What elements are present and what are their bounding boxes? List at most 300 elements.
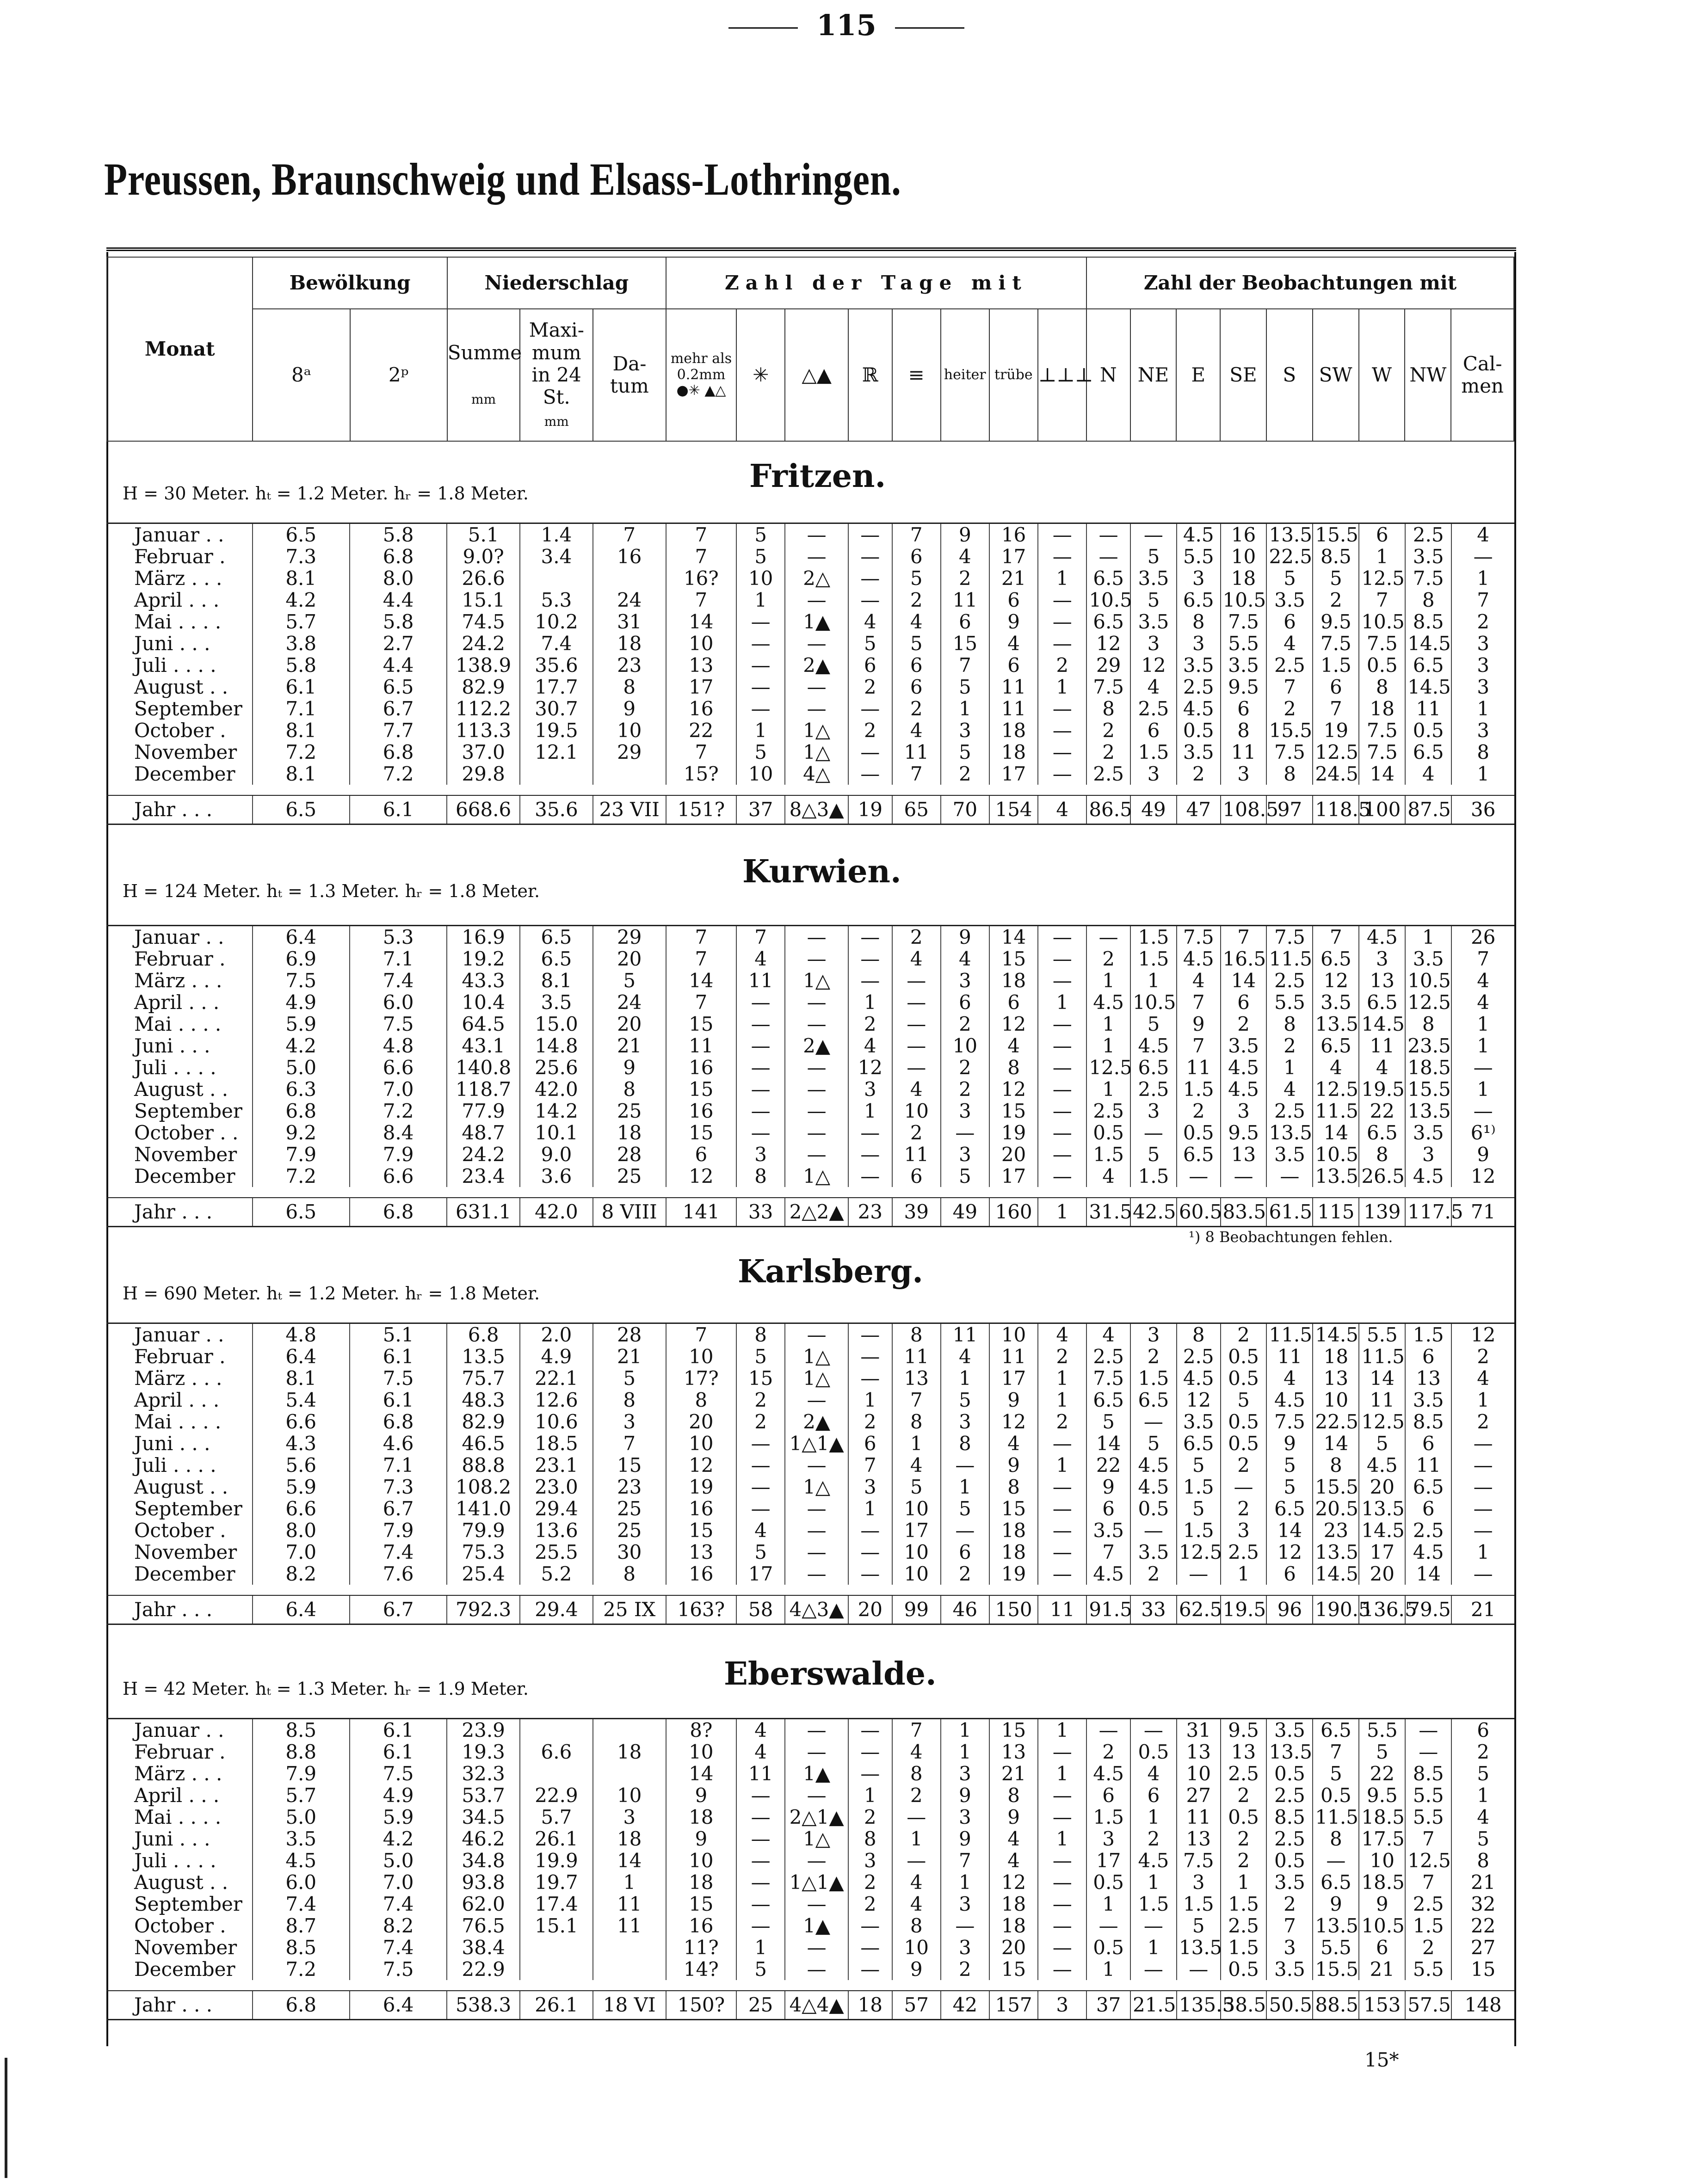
value-cell: 1.5: [1086, 1144, 1130, 1165]
value-cell: 8: [1359, 676, 1405, 698]
value-cell: 16.5: [1221, 948, 1267, 970]
year-value: 86.5: [1086, 795, 1130, 824]
value-cell: 5.5: [1405, 1958, 1451, 1980]
table-row: [106, 676, 1514, 698]
value-cell: 7: [1177, 991, 1221, 1013]
value-cell: 13.5: [1359, 1498, 1405, 1520]
value-cell: —: [1038, 611, 1086, 633]
value-cell: 5.0: [350, 1850, 447, 1871]
value-cell: 10.4: [447, 991, 520, 1013]
value-cell: 2: [1038, 654, 1086, 676]
page-title: Preussen, Braunschweig und Elsass-Lothringen.: [104, 154, 901, 205]
value-cell: 11: [1359, 1035, 1405, 1057]
value-cell: 22.9: [520, 1784, 593, 1806]
value-cell: 4: [1313, 1057, 1359, 1078]
value-cell: 3.5: [1266, 1871, 1313, 1893]
value-cell: 22.5: [1266, 546, 1313, 567]
value-cell: 43.1: [447, 1035, 520, 1057]
header-niederschlag: Niederschlag: [447, 257, 666, 309]
value-cell: 13: [1177, 1741, 1221, 1763]
value-cell: 42.0: [520, 1078, 593, 1100]
value-cell: 7.0: [350, 1871, 447, 1893]
station-table: [106, 1323, 1514, 1625]
month-cell: December: [134, 1563, 235, 1585]
value-cell: 6.3: [253, 1078, 350, 1100]
value-cell: 7.4: [253, 1893, 350, 1915]
value-cell: 8.5: [1266, 1806, 1313, 1828]
value-cell: 28: [593, 1144, 666, 1165]
value-cell: 15.0: [520, 1013, 593, 1035]
value-cell: 7: [666, 523, 737, 546]
value-cell: 1: [941, 1367, 989, 1389]
value-cell: 13: [666, 654, 737, 676]
value-cell: 4: [1266, 633, 1313, 654]
value-cell: —: [848, 698, 892, 720]
year-value: 79.5: [1405, 1595, 1451, 1624]
value-cell: 7.5: [1266, 1411, 1313, 1433]
year-value: 136.5: [1359, 1595, 1405, 1624]
table-row: [106, 611, 1514, 633]
value-cell: 3: [1451, 720, 1514, 741]
value-cell: 4: [989, 633, 1038, 654]
value-cell: 20: [989, 1144, 1038, 1165]
value-cell: 6¹⁾: [1451, 1122, 1514, 1144]
value-cell: 4.4: [350, 654, 447, 676]
value-cell: 5: [1130, 546, 1177, 567]
value-cell: 4.5: [1359, 1454, 1405, 1476]
header-heiter: heiter: [941, 309, 989, 441]
year-value: 61.5: [1266, 1198, 1313, 1227]
value-cell: 11: [1266, 1346, 1313, 1367]
value-cell: 2.5: [1177, 1346, 1221, 1367]
value-cell: 6.5: [1405, 654, 1451, 676]
value-cell: 3: [848, 1078, 892, 1100]
value-cell: 5.3: [520, 589, 593, 611]
value-cell: —: [736, 1893, 785, 1915]
value-cell: 1: [848, 991, 892, 1013]
table-row: [106, 589, 1514, 611]
value-cell: 22.1: [520, 1367, 593, 1389]
value-cell: 2: [941, 1563, 989, 1585]
year-value: 154: [989, 795, 1038, 824]
year-total-row: [106, 795, 1514, 824]
table-row: [106, 763, 1514, 785]
value-cell: 1: [1451, 1078, 1514, 1100]
value-cell: 15.5: [1266, 720, 1313, 741]
value-cell: 3: [941, 1411, 989, 1433]
month-cell: August . .: [134, 676, 228, 698]
header-zahl-beob: Zahl der Beobachtungen mit: [1086, 257, 1514, 309]
value-cell: 8.7: [253, 1915, 350, 1937]
value-cell: 141.0: [447, 1498, 520, 1520]
value-cell: 9: [1359, 1893, 1405, 1915]
value-cell: 8.2: [350, 1915, 447, 1937]
value-cell: 22: [666, 720, 737, 741]
value-cell: 20: [593, 948, 666, 970]
year-value: 37: [736, 795, 785, 824]
value-cell: —: [1038, 698, 1086, 720]
header-dir-se: SE: [1220, 309, 1266, 441]
value-cell: 17.7: [520, 676, 593, 698]
value-cell: 6: [1086, 1784, 1130, 1806]
value-cell: —: [1130, 1958, 1177, 1980]
value-cell: 2.5: [1266, 1100, 1313, 1122]
value-cell: 1: [1451, 567, 1514, 589]
value-cell: 2: [1038, 1346, 1086, 1367]
value-cell: 2: [848, 1411, 892, 1433]
value-cell: 6: [892, 654, 941, 676]
value-cell: 4.3: [253, 1433, 350, 1454]
value-cell: —: [785, 926, 848, 948]
value-cell: 8: [1266, 1013, 1313, 1035]
value-cell: 8: [1177, 1323, 1221, 1346]
value-cell: 11: [989, 676, 1038, 698]
value-cell: 82.9: [447, 676, 520, 698]
value-cell: [593, 1763, 666, 1784]
value-cell: 32: [1451, 1893, 1514, 1915]
value-cell: —: [1130, 1122, 1177, 1144]
value-cell: —: [785, 1454, 848, 1476]
value-cell: 2: [941, 1013, 989, 1035]
value-cell: 24.5: [1313, 763, 1359, 785]
table-row: [106, 1454, 1514, 1476]
value-cell: 2: [1221, 1850, 1267, 1871]
table-top-rule: [106, 247, 1516, 251]
value-cell: 3.5: [1266, 1958, 1313, 1980]
value-cell: 17?: [666, 1367, 737, 1389]
value-cell: 15.5: [1405, 1078, 1451, 1100]
station-name: Fritzen.: [749, 458, 886, 495]
value-cell: 15.5: [1313, 1958, 1359, 1980]
value-cell: 5.8: [350, 611, 447, 633]
value-cell: 6: [1359, 523, 1405, 546]
value-cell: 5: [1130, 1433, 1177, 1454]
value-cell: 26: [1451, 926, 1514, 948]
value-cell: 8: [1451, 1850, 1514, 1871]
value-cell: 10.5: [1359, 611, 1405, 633]
month-cell: Mai . . . .: [134, 1013, 222, 1035]
value-cell: 8.1: [253, 720, 350, 741]
value-cell: 16: [666, 1100, 737, 1122]
value-cell: 18: [593, 1828, 666, 1850]
value-cell: —: [1405, 1741, 1451, 1763]
year-value: 1: [1038, 1198, 1086, 1227]
value-cell: 74.5: [447, 611, 520, 633]
month-cell: Mai . . . .: [134, 610, 222, 633]
value-cell: 12: [989, 1013, 1038, 1035]
value-cell: 8: [1221, 720, 1267, 741]
value-cell: —: [736, 654, 785, 676]
value-cell: 5: [1313, 567, 1359, 589]
value-cell: 8.1: [253, 763, 350, 785]
value-cell: 8.5: [1313, 546, 1359, 567]
value-cell: 7.5: [1266, 741, 1313, 763]
value-cell: 5.1: [350, 1323, 447, 1346]
value-cell: 16: [1221, 523, 1267, 546]
value-cell: 1.5: [1130, 1165, 1177, 1187]
value-cell: 6.5: [520, 948, 593, 970]
value-cell: 1: [941, 1741, 989, 1763]
table-row: [106, 1476, 1514, 1498]
value-cell: —: [848, 1165, 892, 1187]
value-cell: 3: [1130, 763, 1177, 785]
value-cell: 6.5: [1313, 1871, 1359, 1893]
value-cell: 13.6: [520, 1520, 593, 1541]
value-cell: 6.5: [1313, 1035, 1359, 1057]
value-cell: 1: [848, 1100, 892, 1122]
table-row: [106, 654, 1514, 676]
station-meta: H = 30 Meter. hₜ = 1.2 Meter. hᵣ = 1.8 Meter.: [123, 483, 529, 504]
value-cell: 75.3: [447, 1541, 520, 1563]
value-cell: 2: [1221, 1454, 1267, 1476]
value-cell: —: [736, 1498, 785, 1520]
table-row: [106, 1784, 1514, 1806]
value-cell: 8.1: [253, 567, 350, 589]
header-dir-sw: SW: [1313, 309, 1359, 441]
value-cell: 4.5: [253, 1850, 350, 1871]
value-cell: 113.3: [447, 720, 520, 741]
value-cell: 15.1: [447, 589, 520, 611]
value-cell: 0.5: [1086, 1937, 1130, 1958]
value-cell: 2.5: [1221, 1915, 1267, 1937]
value-cell: 12.5: [1177, 1541, 1221, 1563]
value-cell: 3: [941, 970, 989, 991]
value-cell: 25.5: [520, 1541, 593, 1563]
value-cell: 2: [1086, 1741, 1130, 1763]
value-cell: 2: [736, 1389, 785, 1411]
value-cell: 1: [848, 1498, 892, 1520]
value-cell: —: [1313, 1850, 1359, 1871]
value-cell: 4: [736, 948, 785, 970]
month-cell: April . . .: [134, 1784, 220, 1807]
value-cell: 4: [941, 546, 989, 567]
value-cell: 7.2: [253, 741, 350, 763]
footnote: ¹) 8 Beobachtungen fehlen.: [1189, 1228, 1393, 1246]
value-cell: 7: [941, 654, 989, 676]
fog-icon: ≡: [892, 309, 941, 441]
value-cell: —: [1038, 1541, 1086, 1563]
value-cell: —: [848, 970, 892, 991]
value-cell: 18: [593, 1122, 666, 1144]
value-cell: 11: [1221, 741, 1267, 763]
value-cell: 4.5: [1177, 523, 1221, 546]
value-cell: 8.1: [520, 970, 593, 991]
printer-signature: 15*: [1364, 2049, 1399, 2071]
header-zahl-tage: Zahl der Tage mit: [666, 257, 1086, 309]
value-cell: 15.5: [1313, 523, 1359, 546]
value-cell: 5.5: [1405, 1784, 1451, 1806]
year-value: 6.8: [253, 1991, 350, 2020]
value-cell: —: [1086, 1719, 1130, 1741]
value-cell: 6: [1405, 1346, 1451, 1367]
value-cell: 3: [593, 1806, 666, 1828]
value-cell: 6: [1086, 1498, 1130, 1520]
value-cell: 7.0: [253, 1541, 350, 1563]
value-cell: 1: [1130, 1806, 1177, 1828]
value-cell: 1: [1086, 970, 1130, 991]
value-cell: 4.2: [253, 589, 350, 611]
month-cell: October .: [134, 1914, 226, 1937]
value-cell: 25: [593, 1165, 666, 1187]
value-cell: 5.7: [253, 1784, 350, 1806]
value-cell: 7: [941, 1850, 989, 1871]
value-cell: 6: [848, 654, 892, 676]
value-cell: 15: [989, 1100, 1038, 1122]
value-cell: 7.5: [1177, 1850, 1221, 1871]
value-cell: 6: [989, 991, 1038, 1013]
value-cell: 15: [666, 1520, 737, 1541]
value-cell: 22.9: [447, 1958, 520, 1980]
header-bewoelkung: Bewölkung: [253, 257, 447, 309]
value-cell: 5: [941, 676, 989, 698]
value-cell: —: [736, 1057, 785, 1078]
header-truebe: trübe: [989, 309, 1038, 441]
value-cell: 5: [941, 741, 989, 763]
row-spacer: [106, 1187, 1514, 1198]
value-cell: 23.5: [1405, 1035, 1451, 1057]
table-row: [106, 926, 1514, 948]
value-cell: 1△: [785, 1367, 848, 1389]
value-cell: —: [892, 1035, 941, 1057]
value-cell: 19: [666, 1476, 737, 1498]
value-cell: 79.9: [447, 1520, 520, 1541]
value-cell: —: [736, 991, 785, 1013]
value-cell: 19.5: [1359, 1078, 1405, 1100]
value-cell: 4.5: [1130, 1476, 1177, 1498]
year-value: 60.5: [1177, 1198, 1221, 1227]
hail-icon: △▲: [785, 309, 848, 441]
value-cell: 5.5: [1359, 1719, 1405, 1741]
value-cell: 4: [989, 1828, 1038, 1850]
value-cell: —: [736, 1850, 785, 1871]
value-cell: 5: [736, 1541, 785, 1563]
value-cell: 5: [1266, 1454, 1313, 1476]
value-cell: 21: [989, 567, 1038, 589]
value-cell: 29: [593, 926, 666, 948]
year-value: 4△3▲: [785, 1595, 848, 1624]
value-cell: —: [1266, 1165, 1313, 1187]
value-cell: 16: [593, 546, 666, 567]
value-cell: 8.0: [350, 567, 447, 589]
value-cell: 62.0: [447, 1893, 520, 1915]
value-cell: 13.5: [1405, 1100, 1451, 1122]
value-cell: —: [1451, 1498, 1514, 1520]
value-cell: 1.5: [1177, 1893, 1221, 1915]
year-value: 631.1: [447, 1198, 520, 1227]
value-cell: 6.8: [253, 1100, 350, 1122]
snowflake-icon: ✳: [736, 309, 785, 441]
year-value: 3: [1038, 1991, 1086, 2020]
value-cell: —: [1451, 1520, 1514, 1541]
value-cell: 6.6: [253, 1411, 350, 1433]
value-cell: 3.5: [1266, 1144, 1313, 1165]
value-cell: 11: [666, 1035, 737, 1057]
value-cell: 6: [1266, 1563, 1313, 1585]
value-cell: 0.5: [1405, 720, 1451, 741]
year-value: 135.5: [1177, 1991, 1221, 2020]
value-cell: [520, 1763, 593, 1784]
value-cell: 9: [666, 1828, 737, 1850]
value-cell: 3.5: [1405, 1122, 1451, 1144]
value-cell: 7.5: [1405, 567, 1451, 589]
month-cell: November: [134, 1936, 237, 1959]
value-cell: 12: [1130, 654, 1177, 676]
value-cell: [593, 763, 666, 785]
value-cell: 6: [989, 654, 1038, 676]
table-row: [106, 1346, 1514, 1367]
value-cell: 7: [1451, 589, 1514, 611]
value-cell: 8: [666, 1389, 737, 1411]
value-cell: [520, 1958, 593, 1980]
value-cell: 7.2: [253, 1958, 350, 1980]
header-b2: 2ᵖ: [350, 309, 447, 441]
value-cell: 7.2: [350, 1100, 447, 1122]
value-cell: 4.5: [1221, 1078, 1267, 1100]
station-name: Kurwien.: [742, 853, 901, 890]
value-cell: —: [785, 948, 848, 970]
value-cell: 9: [941, 1828, 989, 1850]
value-cell: 12.5: [1405, 991, 1451, 1013]
value-cell: 5: [1313, 1763, 1359, 1784]
value-cell: 3: [941, 1937, 989, 1958]
month-cell: Januar . .: [106, 1719, 253, 1741]
value-cell: 3: [1405, 1144, 1451, 1165]
table-row: [106, 720, 1514, 741]
header-maximum: Maxi-mum in 24 St. mm: [520, 309, 593, 441]
value-cell: —: [736, 1078, 785, 1100]
table-row: [106, 948, 1514, 970]
value-cell: 14.5: [1313, 1323, 1359, 1346]
value-cell: 10: [892, 1563, 941, 1585]
value-cell: 4: [892, 1078, 941, 1100]
table-row: [106, 1850, 1514, 1871]
value-cell: 17: [1086, 1850, 1130, 1871]
value-cell: 21: [1359, 1958, 1405, 1980]
value-cell: 1▲: [785, 611, 848, 633]
value-cell: 13: [1221, 1144, 1267, 1165]
value-cell: —: [785, 1850, 848, 1871]
value-cell: 2: [1221, 1784, 1267, 1806]
value-cell: —: [785, 1719, 848, 1741]
year-value: 42: [941, 1991, 989, 2020]
year-value: 70: [941, 795, 989, 824]
table-row: [106, 1520, 1514, 1541]
value-cell: 15: [593, 1454, 666, 1476]
value-cell: 3.5: [1405, 546, 1451, 567]
value-cell: 2: [941, 1958, 989, 1980]
value-cell: 7: [892, 1719, 941, 1741]
value-cell: 1: [1451, 1784, 1514, 1806]
value-cell: 17: [892, 1520, 941, 1541]
value-cell: 5.8: [253, 654, 350, 676]
value-cell: 9.0?: [447, 546, 520, 567]
month-cell: April . . .: [134, 1389, 220, 1411]
value-cell: 8: [736, 1323, 785, 1346]
value-cell: 9: [989, 611, 1038, 633]
value-cell: 2: [1405, 1937, 1451, 1958]
header-dir-nw: NW: [1405, 309, 1451, 441]
value-cell: 6: [1130, 1784, 1177, 1806]
value-cell: 1.4: [520, 523, 593, 546]
year-value: 792.3: [447, 1595, 520, 1624]
value-cell: 2: [892, 1122, 941, 1144]
value-cell: 1△: [785, 1828, 848, 1850]
value-cell: 10.5: [1086, 589, 1130, 611]
month-cell: October .: [134, 1519, 226, 1542]
value-cell: 3: [1086, 1828, 1130, 1850]
value-cell: —: [1038, 741, 1086, 763]
value-cell: 2.5: [1086, 763, 1130, 785]
